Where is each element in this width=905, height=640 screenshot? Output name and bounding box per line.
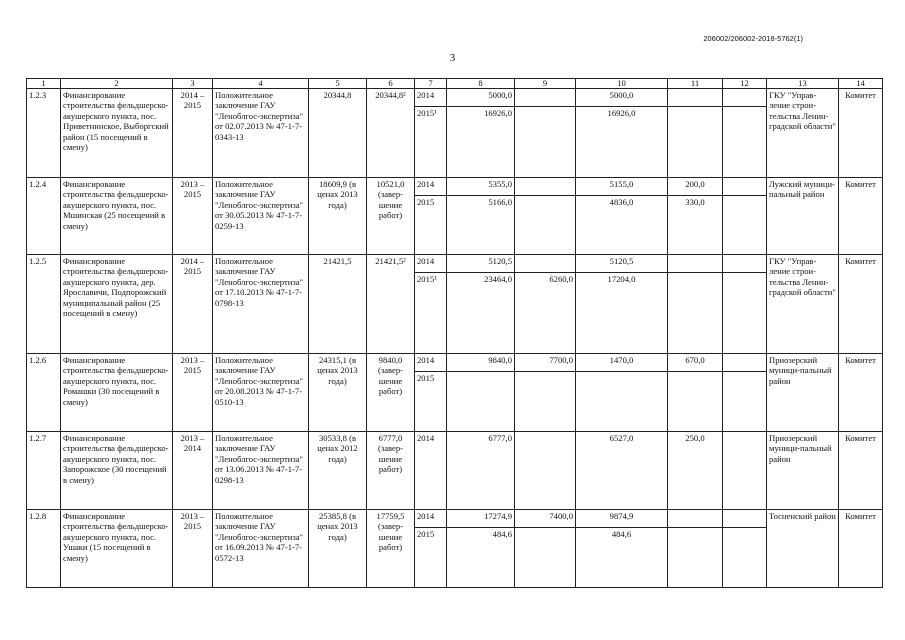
local-cell: 670,0 — [668, 354, 723, 372]
total-cell: 5355,0 — [447, 178, 515, 196]
other-cell — [723, 372, 767, 432]
federal-cell: 6260,0 — [515, 273, 576, 354]
year-cell: 2014 — [415, 354, 447, 372]
item-cost: 18609,9 (в ценах 2013 года) — [309, 178, 367, 255]
item-cost: 30533,8 (в ценах 2012 года) — [309, 432, 367, 510]
local-cell — [668, 528, 723, 588]
total-cell — [447, 372, 515, 432]
item-remaining: 21421,5² — [367, 255, 415, 354]
regional-cell: 5000,0 — [576, 89, 668, 107]
regional-cell: 4836,0 — [576, 196, 668, 255]
item-customer: Тосненский район — [767, 510, 839, 588]
item-number: 1.2.3 — [27, 89, 61, 178]
total-cell: 17274,9 — [447, 510, 515, 528]
year-cell: 2014 — [415, 178, 447, 196]
other-cell — [723, 510, 767, 528]
item-cost: 25385,8 (в ценах 2013 года) — [309, 510, 367, 588]
regional-cell: 6527,0 — [576, 432, 668, 510]
federal-cell — [515, 178, 576, 196]
column-header: 7 — [415, 79, 447, 89]
item-executor: Комитет — [839, 255, 883, 354]
item-name: Финансирование строительства фельдшерско-акушерского пункта, дер. Ярославичи, Подпорожский муниципальный район (25 посещений в смену) — [61, 255, 173, 354]
year-cell: 2015 — [415, 372, 447, 432]
regional-cell: 9874,9 — [576, 510, 668, 528]
local-cell: 200,0 — [668, 178, 723, 196]
item-number: 1.2.4 — [27, 178, 61, 255]
table-row — [27, 89, 883, 107]
item-remaining: 20344,8² — [367, 89, 415, 178]
item-name: Финансирование строительства фельдшерско-акушерского пункта, пос. Приветнинское, Выборгский район (15 посещений в смену) — [61, 89, 173, 178]
item-remaining: 9840,0 (завер-шение работ) — [367, 354, 415, 432]
header-row — [27, 79, 883, 89]
total-cell: 5000,0 — [447, 89, 515, 107]
item-expertise: Положительное заключение ГАУ "Леноблгос-экспертиза" от 13.06.2013 № 47-1-7-0298-13 — [213, 432, 309, 510]
regional-cell: 1470,0 — [576, 354, 668, 372]
column-header: 6 — [367, 79, 415, 89]
column-header: 12 — [723, 79, 767, 89]
item-expertise: Положительное заключение ГАУ "Леноблгос-экспертиза" от 20.08.2013 № 47-1-7-0510-13 — [213, 354, 309, 432]
column-header: 5 — [309, 79, 367, 89]
other-cell — [723, 354, 767, 372]
total-cell: 23464,0 — [447, 273, 515, 354]
other-cell — [723, 178, 767, 196]
local-cell — [668, 89, 723, 107]
federal-cell — [515, 89, 576, 107]
table-row — [27, 255, 883, 273]
item-customer: Лужский муници-пальный район — [767, 178, 839, 255]
federal-cell — [515, 196, 576, 255]
item-expertise: Положительное заключение ГАУ "Леноблгос-экспертиза" от 17.10.2013 № 47-1-7-0798-13 — [213, 255, 309, 354]
item-period: 2013 – 2015 — [173, 354, 213, 432]
item-period: 2014 – 2015 — [173, 255, 213, 354]
federal-cell — [515, 107, 576, 178]
item-executor: Комитет — [839, 354, 883, 432]
item-name: Финансирование строительства фельдшерско-акушерского пункта, пос. Запорожское (30 посещений в смену) — [61, 432, 173, 510]
year-cell: 2015¹ — [415, 107, 447, 178]
item-expertise: Положительное заключение ГАУ "Леноблгос-экспертиза" от 02.07.2013 № 47-1-7-0343-13 — [213, 89, 309, 178]
item-cost: 24315,1 (в ценах 2013 года) — [309, 354, 367, 432]
column-header: 4 — [213, 79, 309, 89]
year-cell: 2014 — [415, 89, 447, 107]
item-name: Финансирование строительства фельдшерско-акушерского пункта, пос. Мшинская (25 посещений в смену) — [61, 178, 173, 255]
item-number: 1.2.6 — [27, 354, 61, 432]
column-header: 2 — [61, 79, 173, 89]
item-remaining: 6777,0 (завер-шение работ) — [367, 432, 415, 510]
item-period: 2013 – 2015 — [173, 178, 213, 255]
item-executor: Комитет — [839, 432, 883, 510]
item-executor: Комитет — [839, 178, 883, 255]
item-expertise: Положительное заключение ГАУ "Леноблгос-экспертиза" от 30.05.2013 № 47-1-7-0259-13 — [213, 178, 309, 255]
total-cell: 9840,0 — [447, 354, 515, 372]
local-cell: 330,0 — [668, 196, 723, 255]
regional-cell: 16926,0 — [576, 107, 668, 178]
column-header: 13 — [767, 79, 839, 89]
item-period: 2013 – 2015 — [173, 510, 213, 588]
program-table — [26, 78, 883, 588]
item-number: 1.2.5 — [27, 255, 61, 354]
item-number: 1.2.8 — [27, 510, 61, 588]
item-expertise: Положительное заключение ГАУ "Леноблгос-экспертиза" от 16.09.2013 № 47-1-7-0572-13 — [213, 510, 309, 588]
federal-cell: 7400,0 — [515, 510, 576, 528]
federal-cell — [515, 528, 576, 588]
document-id: 206002/206002-2018-5762(1) — [703, 34, 803, 43]
regional-cell — [576, 372, 668, 432]
year-cell: 2014 — [415, 255, 447, 273]
item-customer: ГКУ "Управ-ление строи-тельства Ленин-градской области" — [767, 255, 839, 354]
regional-cell: 5155,0 — [576, 178, 668, 196]
local-cell — [668, 273, 723, 354]
other-cell — [723, 89, 767, 107]
year-cell: 2015 — [415, 528, 447, 588]
total-cell: 484,6 — [447, 528, 515, 588]
item-remaining: 17759,5 (завер-шение работ) — [367, 510, 415, 588]
total-cell: 6777,0 — [447, 432, 515, 510]
table-row — [27, 432, 883, 510]
total-cell: 5120,5 — [447, 255, 515, 273]
item-customer: ГКУ "Управ-ление строи-тельства Ленин-градской области" — [767, 89, 839, 178]
other-cell — [723, 196, 767, 255]
item-executor: Комитет — [839, 510, 883, 588]
regional-cell: 5120,5 — [576, 255, 668, 273]
federal-cell — [515, 432, 576, 510]
local-cell: 250,0 — [668, 432, 723, 510]
federal-cell: 7700,0 — [515, 354, 576, 372]
column-header: 3 — [173, 79, 213, 89]
federal-cell — [515, 372, 576, 432]
column-header: 9 — [515, 79, 576, 89]
item-name: Финансирование строительства фельдшерско-акушерского пункта, пос. Ромашки (30 посещений в смену) — [61, 354, 173, 432]
year-cell: 2014 — [415, 432, 447, 510]
local-cell — [668, 510, 723, 528]
item-cost: 21421,5 — [309, 255, 367, 354]
column-header: 8 — [447, 79, 515, 89]
column-header: 10 — [576, 79, 668, 89]
other-cell — [723, 107, 767, 178]
other-cell — [723, 528, 767, 588]
item-cost: 20344,8 — [309, 89, 367, 178]
total-cell: 5166,0 — [447, 196, 515, 255]
regional-cell: 484,6 — [576, 528, 668, 588]
item-period: 2014 – 2015 — [173, 89, 213, 178]
local-cell — [668, 107, 723, 178]
item-customer: Приозерский муници-пальный район — [767, 354, 839, 432]
column-header: 11 — [668, 79, 723, 89]
year-cell: 2014 — [415, 510, 447, 528]
federal-cell — [515, 255, 576, 273]
table-body — [27, 89, 883, 588]
year-cell: 2015¹ — [415, 273, 447, 354]
other-cell — [723, 273, 767, 354]
page-number: 3 — [449, 52, 456, 64]
column-header: 1 — [27, 79, 61, 89]
year-cell: 2015 — [415, 196, 447, 255]
total-cell: 16926,0 — [447, 107, 515, 178]
item-period: 2013 – 2014 — [173, 432, 213, 510]
table-row — [27, 510, 883, 528]
local-cell — [668, 372, 723, 432]
other-cell — [723, 432, 767, 510]
regional-cell: 17204,0 — [576, 273, 668, 354]
item-executor: Комитет — [839, 89, 883, 178]
other-cell — [723, 255, 767, 273]
local-cell — [668, 255, 723, 273]
column-header: 14 — [839, 79, 883, 89]
item-name: Финансирование строительства фельдшерско-акушерского пункта, пос. Ушаки (15 посещений в смену) — [61, 510, 173, 588]
item-remaining: 10521,0 (завер-шение работ) — [367, 178, 415, 255]
table-row — [27, 178, 883, 196]
item-number: 1.2.7 — [27, 432, 61, 510]
item-customer: Приозерский муници-пальный район — [767, 432, 839, 510]
table-row — [27, 354, 883, 372]
